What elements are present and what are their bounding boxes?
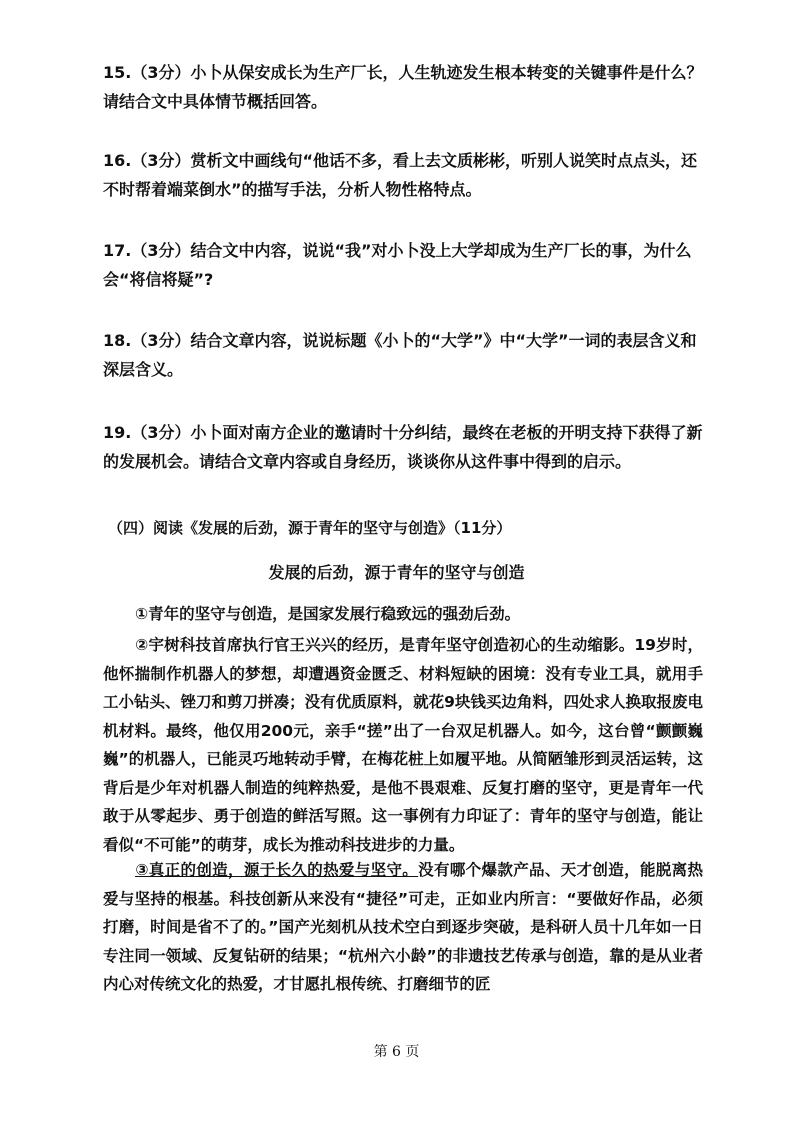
page-number: 第 6 页 bbox=[373, 1044, 420, 1060]
paragraph-2-text: ②宇树科技首席执行官王兴兴的经历，是青年坚守创造初心的生动缩影。19岁时，他怀揣制作机器人的梦想，却遭遇资金匮乏、材料短缺的困境：没有专业工具，就用手工小钻头、锉刀和剪刀拼凑；没有优质原料，就花9块钱买边角料，四处求人换取报废电机材料。最终，他仅用200元，亲手“搓”出了一台双足机器人。如今，这台曾“颤颤巍巍”的机器人，已能灵巧地转动手臂，在梅花桩上如履平地。从简陋雏形到灵活运转，这背后是少年对机器人制造的纯粹热爱，是他不畏艰难、反复打磨的坚守，更是青年一代敢于从零起步、勇于创造的鲜活写照。这一事例有力印证了：青年的坚守与创造，能让看似“不可能”的萌芽，成长为推动科技进步的力量。 bbox=[103, 636, 703, 854]
paragraph-3-text: 没有哪个爆款产品、天才创造，能脱离热爱与坚持的根基。科技创新从来没有“捷径”可走，正如业内所言：“要做好作品，必须打磨，时间是省不了的。”国产光刻机从技术空白到逐步突破，是科研人员十几年如一日专注同一领域、反复钻研的结果；“杭州六小龄”的非遗技艺传承与创造，靠的是从业者内心对传统文化的热爱，才甘愿扎根传统、打磨细节的匠 bbox=[103, 861, 703, 993]
paragraph-1 bbox=[103, 600, 703, 629]
question-17: 17.（3分）结合文中内容，说说“我”对小卜没上大学却成为生产厂长的事，为什么会“将信将疑”? bbox=[103, 241, 692, 289]
section-heading: （四）阅读《发展的后劲，源于青年的坚守与创造》（11分） bbox=[108, 519, 512, 537]
paragraph-2 bbox=[103, 631, 703, 859]
question-19: 19.（3分）小卜面对南方企业的邀请时十分纠结，最终在老板的开明支持下获得了新的发展机会。请结合文章内容或自身经历，谈谈你从这件事中得到的启示。 bbox=[103, 423, 703, 471]
question-15: 15.（3分）小卜从保安成长为生产厂长，人生轨迹发生根本转变的关键事件是什么？请结合文中具体情节概括回答。 bbox=[103, 63, 703, 111]
question-16: 16.（3分）赏析文中画线句“他话不多，看上去文质彬彬，听别人说笑时点点头，还不时帮着端菜倒水”的描写手法，分析人物性格特点。 bbox=[103, 151, 697, 199]
paragraph-1-text: ①青年的坚守与创造，是国家发展行稳致远的强劲后劲。 bbox=[135, 605, 521, 623]
article-title: 发展的后劲，源于青年的坚守与创造 bbox=[268, 563, 525, 582]
underlined-sentence: ③真正的创造，源于长久的热爱与坚守。 bbox=[135, 861, 419, 879]
question-18: 18.（3分）结合文章内容，说说标题《小卜的“大学”》中“大学”一词的表层含义和深层含义。 bbox=[103, 331, 697, 379]
paragraph-3 bbox=[103, 856, 703, 999]
